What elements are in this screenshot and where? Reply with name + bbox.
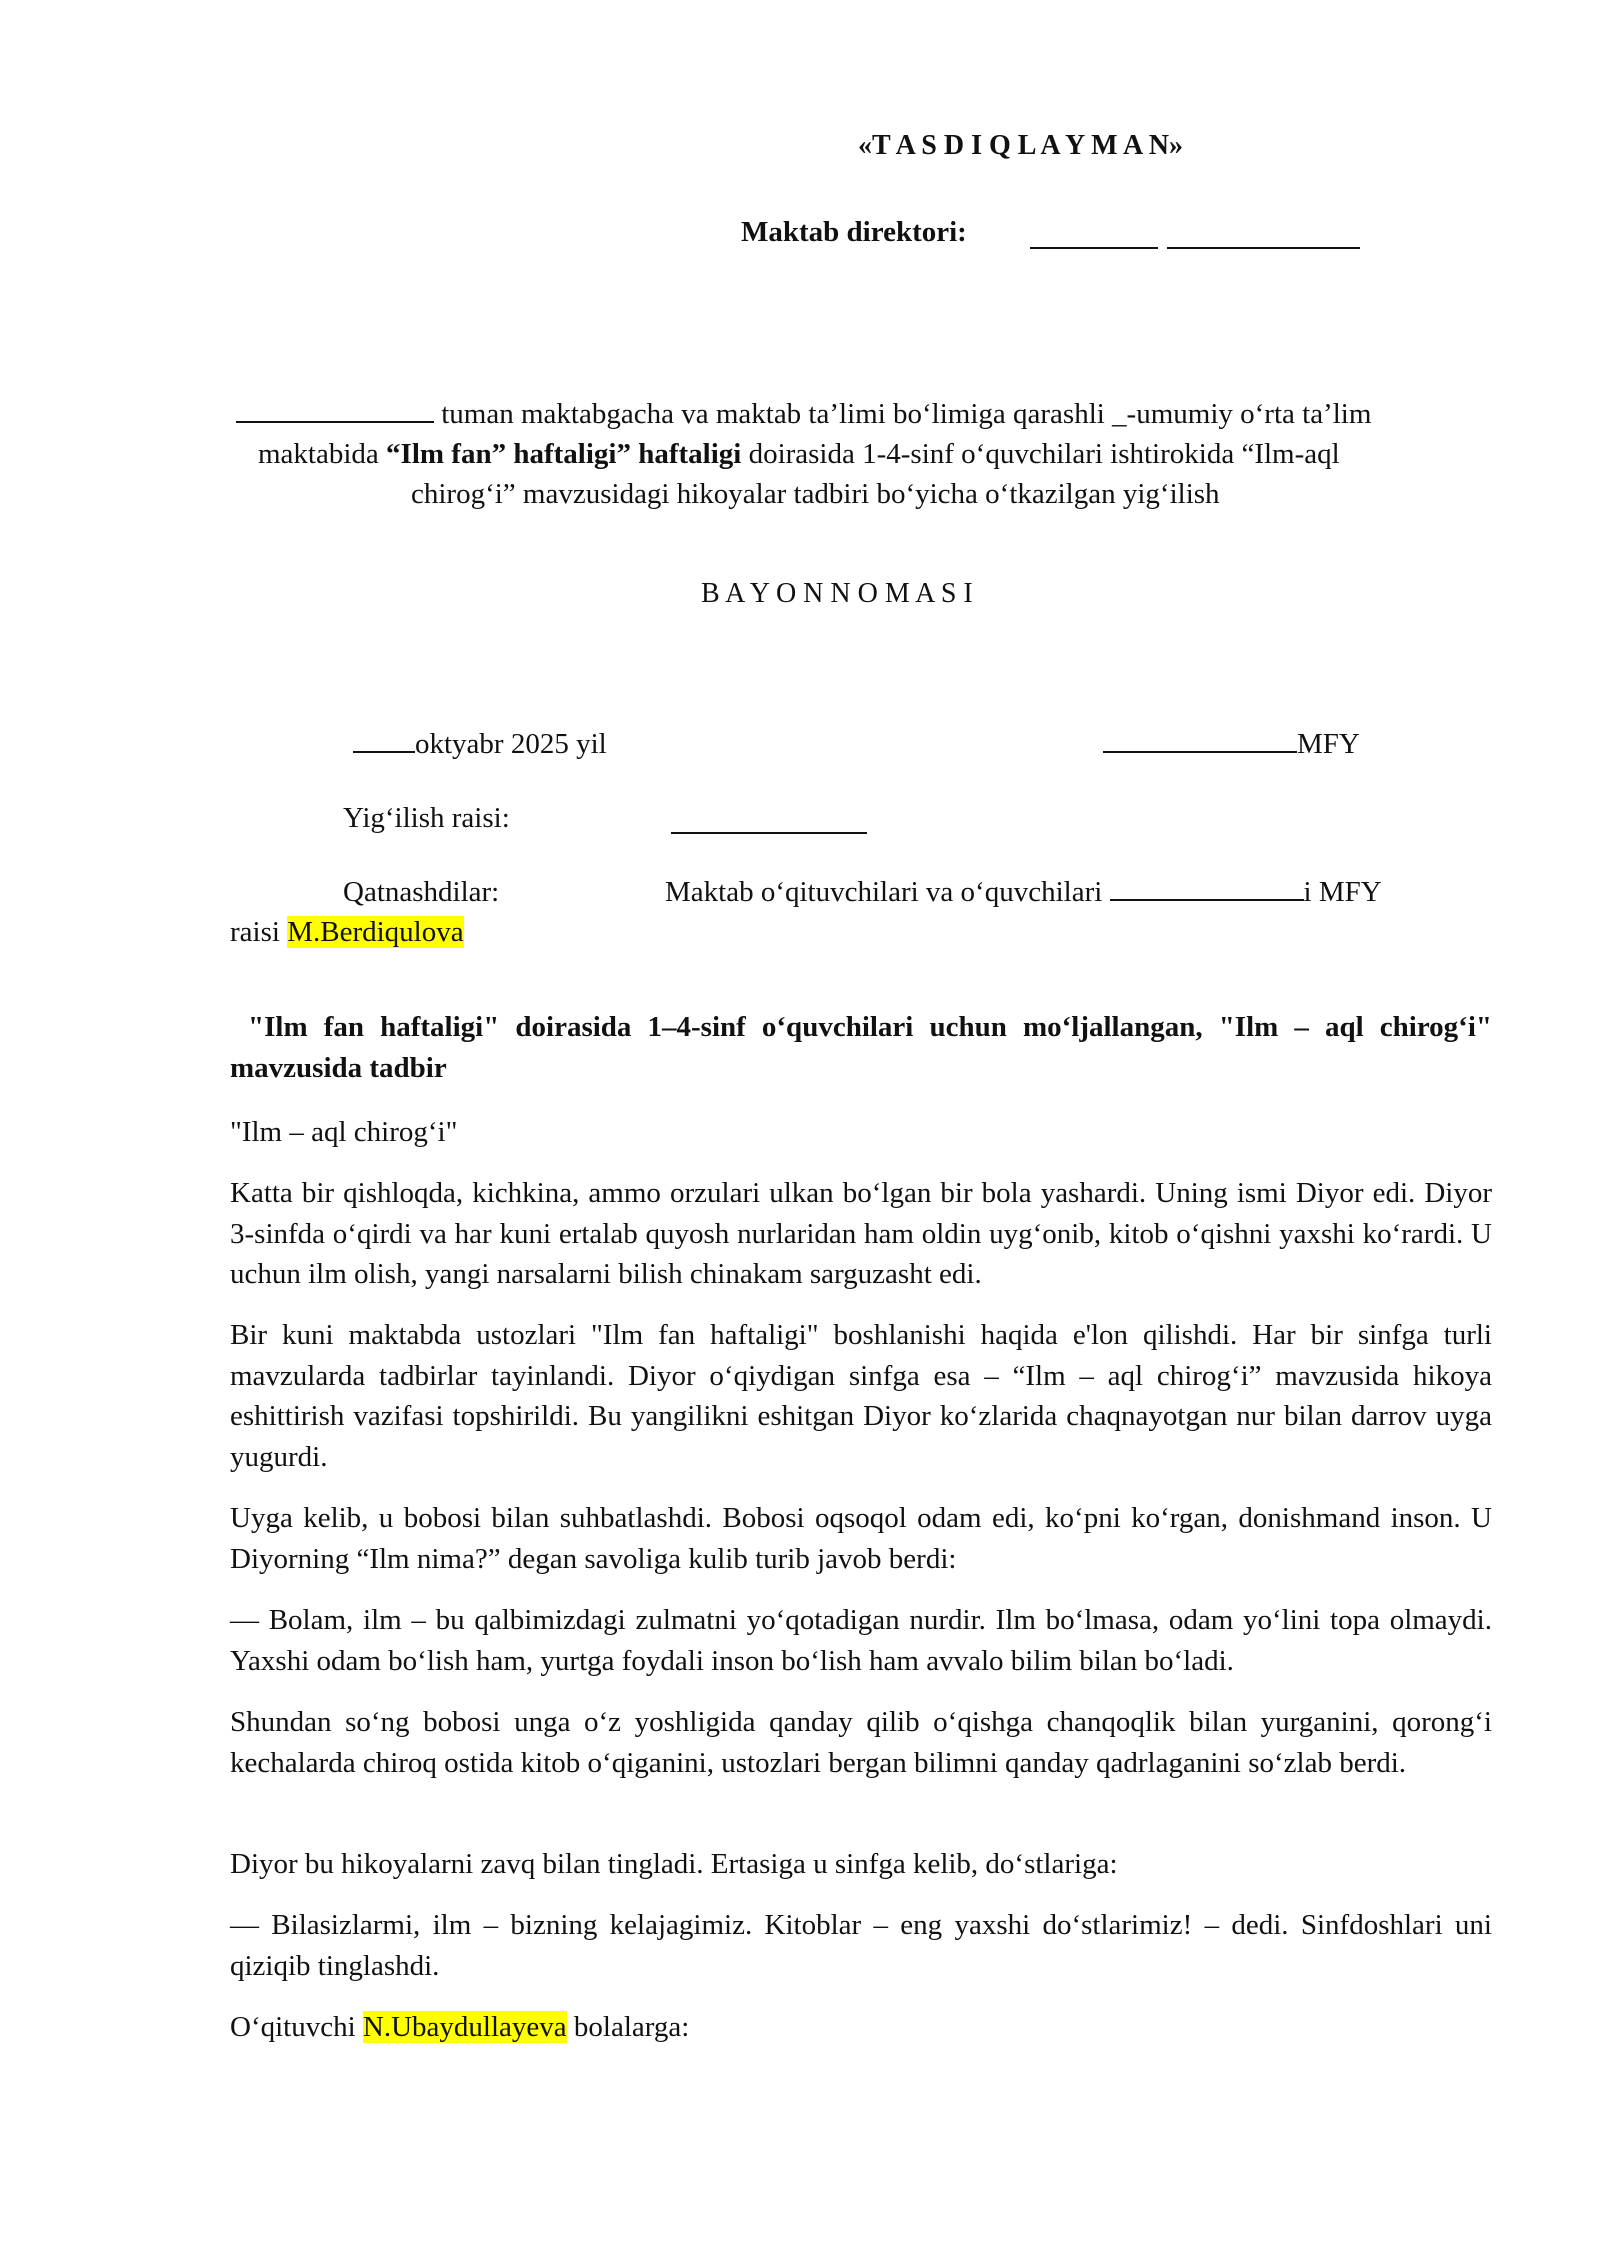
participants-line [665,872,1382,912]
story-paragraph-1: Katta bir qishloqda, kichkina, ammo orzulari ulkan bo‘lgan bir bola yashardi. Uning ismi Diyor edi. Diyor 3-sinfda o‘qirdi va har kuni ertalab quyosh nurlaridan ham oldin uyg‘onib, kitob o‘qishni yaxshi ko‘rardi. U uchun ilm olish, yangi narsalarni bilish chinakam sarguzasht edi. [230,1177,1492,1290]
mfy-blank [1103,725,1297,753]
date-text: oktyabr 2025 yil [415,728,607,760]
story-paragraph-6: Diyor bu hikoyalarni zavq bilan tingladi. Ertasiga u sinfga kelib, do‘stlariga: [230,1848,1118,1880]
participants-mfy-blank [1110,873,1304,901]
story-paragraph-5: Shundan so‘ng bobosi unga o‘z yoshligida qanday qilib o‘qishga chanqoqlik bilan yurganini, qorong‘i kechalarda chiroq ostida kitob o‘qiganini, ustozlari bergan bilimni qanday qadrlaganini so‘zlab berdi. [230,1706,1492,1779]
mfy-text: MFY [1297,728,1360,760]
intro-line-3: chirog‘i” mavzusidagi hikoyalar tadbiri bo‘yicha o‘tkazilgan yig‘ilish [411,478,1220,510]
participants-label: Qatnashdilar: [343,876,500,908]
intro-line-2-prefix: maktabida [258,438,387,470]
participants-suffix: i MFY [1303,876,1382,908]
intro-line-2-suffix: doirasida 1-4-sinf o‘quvchilari ishtirokida “Ilm-aql [741,438,1340,470]
chair-name-blank [671,806,867,834]
teacher-name-highlighted: N.Ubaydullayeva [362,2011,567,2043]
approval-heading: «T A S D I Q L A Y M A N» [858,130,1183,161]
story-paragraph-2: Bir kuni maktabda ustozlari "Ilm fan haftaligi" boshlanishi haqida e'lon qilishdi. Har bir sinfga turli mavzularda tadbirlar tayinlandi. Diyor o‘qiydigan sinfga esa – “Ilm – aql chirog‘i” mavzusida hikoya eshittirish vazifasi topshirildi. Bu yangilikni eshitgan Diyor ko‘zlarida chaqnayotgan nur bilan darrov uyga yugurdi. [230,1319,1492,1473]
director-label: Maktab direktori: [741,216,967,248]
district-blank [236,395,434,423]
story-title: "Ilm – aql chirog‘i" [230,1116,458,1148]
raisi-label: raisi [230,916,288,948]
teacher-line-prefix: O‘qituvchi [230,2011,363,2043]
story-paragraph-3: Uyga kelib, u bobosi bilan suhbatlashdi. Bobosi oqsoqol odam edi, ko‘pni ko‘rgan, donishmand inson. U Diyorning “Ilm nima?” degan savoliga kulib turib javob berdi: [230,1502,1492,1575]
raisi-line [230,912,464,952]
teacher-line [230,2007,689,2047]
intro-line-1 [236,394,1371,434]
day-blank [353,725,415,753]
story-paragraph-4: — Bolam, ilm – bu qalbimizdagi zulmatni yo‘qotadigan nurdir. Ilm bo‘lmasa, odam yo‘lini topa olmaydi. Yaxshi odam bo‘lish ham, yurtga foydali inson bo‘lish ham avvalo bilim bilan bo‘ladi. [230,1604,1492,1677]
story-paragraph-7: — Bilasizlarmi, ilm – bizning kelajagimiz. Kitoblar – eng yaxshi do‘stlarimiz! – dedi. Sinfdoshlari uni qiziqib tinglashdi. [230,1909,1492,1982]
document-title: B A Y O N N O M A S I [701,578,973,609]
intro-line-1-text: tuman maktabgacha va maktab ta’limi bo‘limiga qarashli _-umumiy o‘rta ta’lim [434,398,1372,430]
director-name-blank [1167,221,1360,249]
date-line [353,724,607,764]
director-signature-blank [1030,221,1158,249]
mfy-line [1103,724,1360,764]
intro-line-2-bold: “Ilm fan” haftaligi” haftaligi [386,438,742,470]
chair-label: Yig‘ilish raisi: [343,802,510,834]
event-heading: "Ilm fan haftaligi" doirasida 1–4-sinf o‘quvchilari uchun mo‘ljallangan, "Ilm – aql chirog‘i" mavzusida tadbir [230,1011,1492,1084]
raisi-name-highlighted: M.Berdiqulova [287,916,464,948]
participants-text: Maktab o‘qituvchilari va o‘quvchilari [665,876,1110,908]
intro-line-2 [258,434,1340,474]
teacher-line-suffix: bolalarga: [566,2011,690,2043]
